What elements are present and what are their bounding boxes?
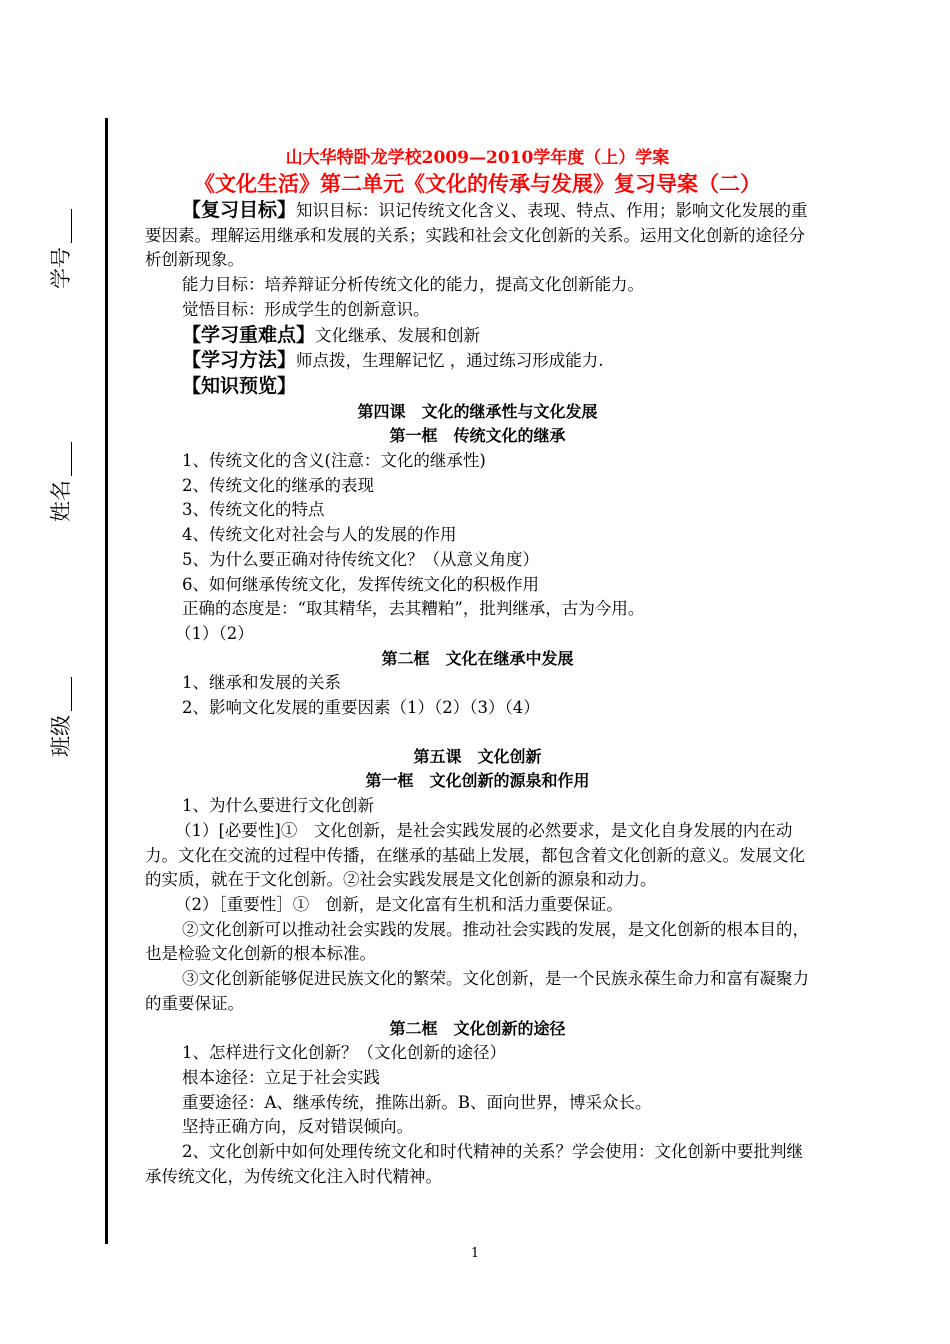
list-item: 坚持正确方向，反对错误倾向。 — [182, 1117, 413, 1137]
page-title: 《文化生活》第二单元《文化的传承与发展》复习导案（二） — [194, 171, 761, 196]
lesson4-frame1-title: 第一框 传统文化的继承 — [389, 426, 566, 446]
list-item: 重要途径：A、继承传统，推陈出新。B、面向世界，博采众长。 — [182, 1092, 652, 1112]
lesson4-title: 第四课 文化的继承性与文化发展 — [357, 401, 598, 421]
knowledge-preview — [145, 374, 810, 400]
key-points-tag: 【学习重难点】 — [182, 323, 316, 346]
lesson4-frame2-title: 第二框 文化在继承中发展 — [381, 648, 574, 668]
list-item: 正确的态度是：“取其精华，去其糟粕”，批判继承，古为今用。 — [182, 599, 645, 619]
name-field — [43, 442, 77, 522]
key-points — [145, 323, 810, 349]
school-header: 山大华特卧龙学校2009—2010学年度（上）学案 — [285, 148, 670, 168]
objectives-knowledge-text: 知识目标：识记传统文化含义、表现、特点、作用；影响文化发展的重要因素。理解运用继承和发展的关系；实践和社会文化创新的关系。运用文化创新的途径分析创新现象。 — [145, 201, 808, 270]
list-item: 1、继承和发展的关系 — [182, 673, 341, 693]
list-item: 1、传统文化的含义(注意：文化的继承性) — [182, 451, 486, 471]
class-blank — [49, 677, 72, 711]
paragraph: （2）［重要性］① 创新，是文化富有生机和活力重要保证。 — [175, 894, 623, 914]
objectives-ability: 能力目标：培养辩证分析传统文化的能力，提高文化创新能力。 — [182, 275, 644, 295]
list-item: 6、如何继承传统文化，发挥传统文化的积极作用 — [182, 574, 539, 594]
objectives-awareness: 觉悟目标：形成学生的创新意识。 — [182, 299, 430, 319]
list-item: 3、传统文化的特点 — [182, 500, 325, 520]
paragraph: （1）[必要性]① 文化创新，是社会实践发展的必然要求，是文化自身发展的内在动力。文化在交流的过程中传播，在继承的基础上发展，都包含着文化创新的意义。发展文化的实质，就在于文化创新。②社会实践发展是文化创新的源泉和动力。 — [145, 820, 805, 890]
student-number-blank — [49, 209, 72, 243]
class-field — [43, 677, 77, 757]
lesson5-frame2-title: 第二框 文化创新的途径 — [389, 1018, 566, 1038]
lesson5-frame1-title: 第一框 文化创新的源泉和作用 — [365, 771, 590, 791]
list-item: 2、文化创新中如何处理传统文化和时代精神的关系？学会使用：文化创新中要批判继承传统文化，为传统文化注入时代精神。 — [145, 1142, 803, 1186]
learning-method — [145, 348, 810, 374]
paragraph: ③文化创新能够促进民族文化的繁荣。文化创新，是一个民族永葆生命力和富有凝聚力的重要保证。 — [145, 969, 809, 1013]
spacer — [145, 721, 810, 745]
objectives-knowledge — [145, 198, 810, 273]
name-label: 姓名 — [49, 480, 73, 522]
name-blank — [49, 442, 72, 476]
knowledge-preview-tag: 【知识预览】 — [182, 374, 297, 397]
lesson5-title: 第五课 文化创新 — [413, 746, 542, 766]
binding-line — [105, 118, 108, 1244]
objectives-tag: 【复习目标】 — [182, 199, 297, 221]
list-item: 根本途径：立足于社会实践 — [182, 1067, 380, 1087]
paragraph: ②文化创新可以推动社会实践的发展。推动社会实践的发展，是文化创新的根本目的，也是检验文化创新的根本标准。 — [145, 919, 809, 964]
list-item: 2、传统文化的继承的表现 — [182, 475, 374, 495]
list-item: （1）（2） — [175, 623, 254, 643]
list-item: 1、为什么要进行文化创新 — [182, 796, 374, 816]
list-item: 4、传统文化对社会与人的发展的作用 — [182, 525, 457, 545]
learning-method-text: 师点拨，生理解记忆 ，通过练习形成能力. — [296, 351, 604, 371]
key-points-text: 文化继承、发展和创新 — [315, 325, 481, 345]
student-number-label: 学号 — [49, 247, 73, 289]
page-number: 1 — [470, 1246, 480, 1261]
list-item: 1、怎样进行文化创新？（文化创新的途径） — [182, 1043, 506, 1063]
student-number-field — [43, 209, 77, 289]
class-label: 班级 — [49, 715, 73, 757]
learning-method-tag: 【学习方法】 — [182, 349, 297, 372]
list-item: 2、影响文化发展的重要因素（1）（2）（3）（4） — [182, 698, 540, 718]
document-body — [145, 146, 810, 1189]
list-item: 5、为什么要正确对待传统文化？（从意义角度） — [182, 549, 539, 569]
